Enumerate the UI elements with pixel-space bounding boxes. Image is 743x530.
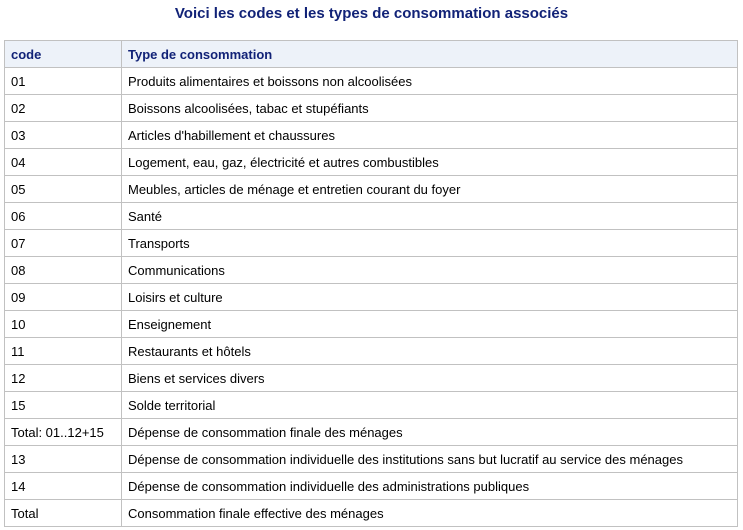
table-row: [5, 473, 738, 500]
table-row: [5, 284, 738, 311]
code-cell: 12: [5, 365, 122, 392]
table-row: [5, 176, 738, 203]
consumption-type-cell: Dépense de consommation individuelle des institutions sans but lucratif au service des ménages: [122, 446, 738, 473]
code-cell: 15: [5, 392, 122, 419]
code-cell: 01: [5, 68, 122, 95]
consumption-type-cell: Communications: [122, 257, 738, 284]
table-row: [5, 446, 738, 473]
table-row: [5, 257, 738, 284]
code-cell: 10: [5, 311, 122, 338]
table-row: [5, 203, 738, 230]
table-row: [5, 149, 738, 176]
code-cell: 08: [5, 257, 122, 284]
consumption-codes-table: [4, 40, 738, 527]
code-cell: 05: [5, 176, 122, 203]
code-cell: 02: [5, 95, 122, 122]
code-cell: 09: [5, 284, 122, 311]
code-cell: 04: [5, 149, 122, 176]
table-body: [5, 68, 738, 527]
page-title: Voici les codes et les types de consommation associés: [174, 5, 569, 22]
table-row: [5, 500, 738, 527]
table-row: [5, 230, 738, 257]
code-cell: 06: [5, 203, 122, 230]
table-row: [5, 392, 738, 419]
consumption-type-cell: Solde territorial: [122, 392, 738, 419]
code-cell: Total: [5, 500, 122, 527]
table-row: [5, 338, 738, 365]
table-row: [5, 365, 738, 392]
consumption-type-cell: Consommation finale effective des ménages: [122, 500, 738, 527]
table-row: [5, 419, 738, 446]
consumption-type-cell: Transports: [122, 230, 738, 257]
code-cell: 03: [5, 122, 122, 149]
table-row: [5, 68, 738, 95]
consumption-type-cell: Boissons alcoolisées, tabac et stupéfiants: [122, 95, 738, 122]
code-cell: 13: [5, 446, 122, 473]
consumption-type-cell: Dépense de consommation finale des ménages: [122, 419, 738, 446]
table-row: [5, 122, 738, 149]
code-cell: Total: 01..12+15: [5, 419, 122, 446]
consumption-type-cell: Logement, eau, gaz, électricité et autres combustibles: [122, 149, 738, 176]
code-cell: 14: [5, 473, 122, 500]
column-header-code[interactable]: code: [5, 41, 122, 68]
consumption-type-cell: Articles d'habillement et chaussures: [122, 122, 738, 149]
consumption-type-cell: Restaurants et hôtels: [122, 338, 738, 365]
table-row: [5, 95, 738, 122]
code-cell: 07: [5, 230, 122, 257]
consumption-type-cell: Loisirs et culture: [122, 284, 738, 311]
consumption-type-cell: Produits alimentaires et boissons non alcoolisées: [122, 68, 738, 95]
table-row: [5, 311, 738, 338]
column-header-type[interactable]: Type de consommation: [122, 41, 738, 68]
consumption-type-cell: Meubles, articles de ménage et entretien courant du foyer: [122, 176, 738, 203]
code-cell: 11: [5, 338, 122, 365]
consumption-type-cell: Biens et services divers: [122, 365, 738, 392]
consumption-type-cell: Enseignement: [122, 311, 738, 338]
consumption-type-cell: Santé: [122, 203, 738, 230]
table-header-row: [5, 41, 738, 68]
consumption-type-cell: Dépense de consommation individuelle des administrations publiques: [122, 473, 738, 500]
